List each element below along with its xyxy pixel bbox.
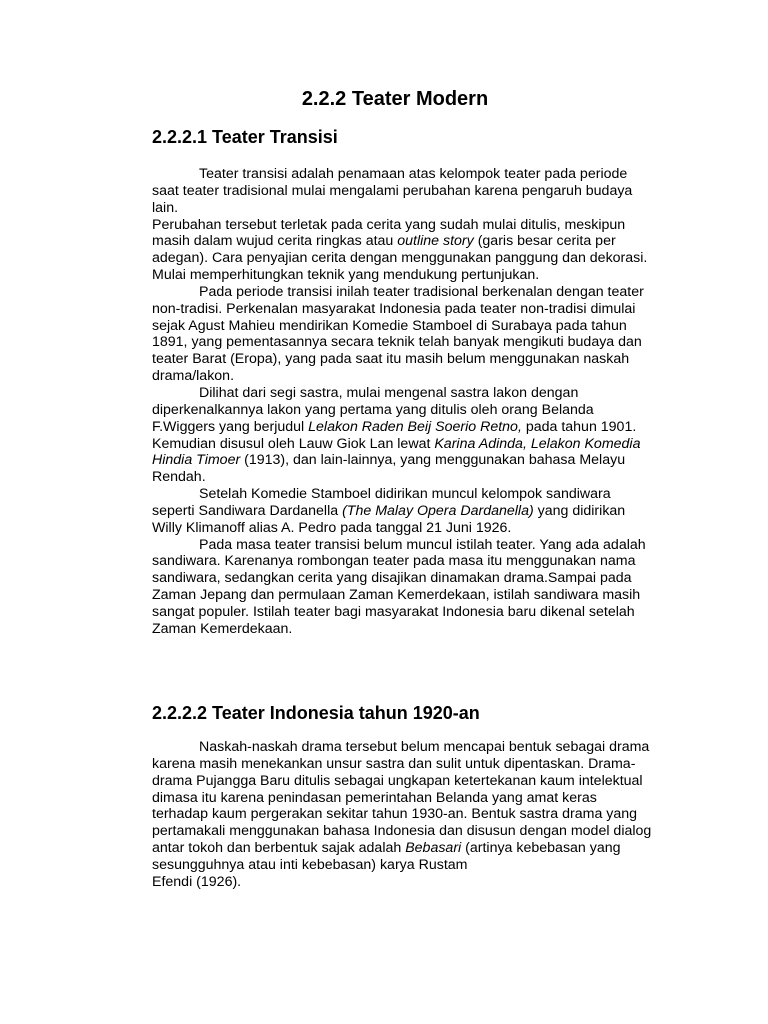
paragraph: Setelah Komedie Stamboel didirikan muncul kelompok sandiwara seperti Sandiwara Dardanella (The Malay Opera Dardanella) yang didirikan Willy Klimanoff alias A. Pedro pada tanggal 21 Juni 1926. <box>152 486 626 536</box>
paragraph: Perubahan tersebut terletak pada cerita yang sudah mulai ditulis, meskipun masih dalam wujud cerita ringkas atau outline story (garis besar cerita per adegan). Cara penyajian cerita dengan menggunakan panggung dan dekorasi. Mulai memperhitungkan teknik yang mendukung pertunjukan. <box>152 216 648 284</box>
section-body-teater-transisi <box>152 166 652 638</box>
section-heading-teater-indonesia-1920: 2.2.2.2 Teater Indonesia tahun 1920-an <box>152 703 480 723</box>
paragraph: Pada masa teater transisi belum muncul istilah teater. Yang ada adalah sandiwara. Karenanya rombongan teater pada masa itu menggunakan nama sandiwara, sedangkan cerita yang disajikan dinamakan drama.Sampai pada Zaman Jepang dan permulaan Zaman Kemerdekaan, istilah sandiwara masih sangat populer. Istilah teater bagi masyarakat Indonesia baru dikenal setelah Zaman Kemerdekaan. <box>152 536 646 637</box>
paragraph: Efendi (1926). <box>152 873 242 890</box>
paragraph: Dilihat dari segi sastra, mulai mengenal sastra lakon dengan diperkenalkannya lakon yang pertama yang ditulis oleh orang Belanda F.Wiggers yang berjudul Lelakon Raden Beij Soerio Retno, pada tahun 1901. Kemudian disusul oleh Lauw Giok Lan lewat Karina Adinda, Lelakon Komedia Hindia Timoer (1913), dan lain-lainnya, yang menggunakan bahasa Melayu Rendah. <box>152 384 641 486</box>
section-heading-teater-transisi: 2.2.2.1 Teater Transisi <box>152 127 338 147</box>
section-body-teater-indonesia-1920 <box>152 739 652 891</box>
paragraph: Naskah-naskah drama tersebut belum mencapai bentuk sebagai drama karena masih menekankan unsur sastra dan sulit untuk dipentaskan. Drama-drama Pujangga Baru ditulis sebagai ungkapan ketertekanan kaum intelektual dimasa itu karena penindasan pemerintahan Belanda yang amat keras terhadap kaum pergerakan sekitar tahun 1930-an. Bentuk sastra drama yang pertamakali menggunakan bahasa Indonesia dan disusun dengan model dialog antar tokoh dan berbentuk sajak adalah Bebasari (artinya kebebasan yang sesungguhnya atau inti kebebasan) karya Rustam <box>152 739 652 873</box>
page-title: 2.2.2 Teater Modern <box>301 88 489 110</box>
paragraph: Teater transisi adalah penamaan atas kelompok teater pada periode saat teater tradisional mulai mengalami perubahan karena pengaruh budaya lain. <box>152 166 633 216</box>
paragraph: Pada periode transisi inilah teater tradisional berkenalan dengan teater non-tradisi. Perkenalan masyarakat Indonesia pada teater non-tradisi dimulai sejak Agust Mahieu mendirikan Komedie Stamboel di Surabaya pada tahun 1891, yang pementasannya secara teknik telah banyak mengikuti budaya dan teater Barat (Eropa), yang pada saat itu masih belum menggunakan naskah drama/lakon. <box>152 283 644 385</box>
